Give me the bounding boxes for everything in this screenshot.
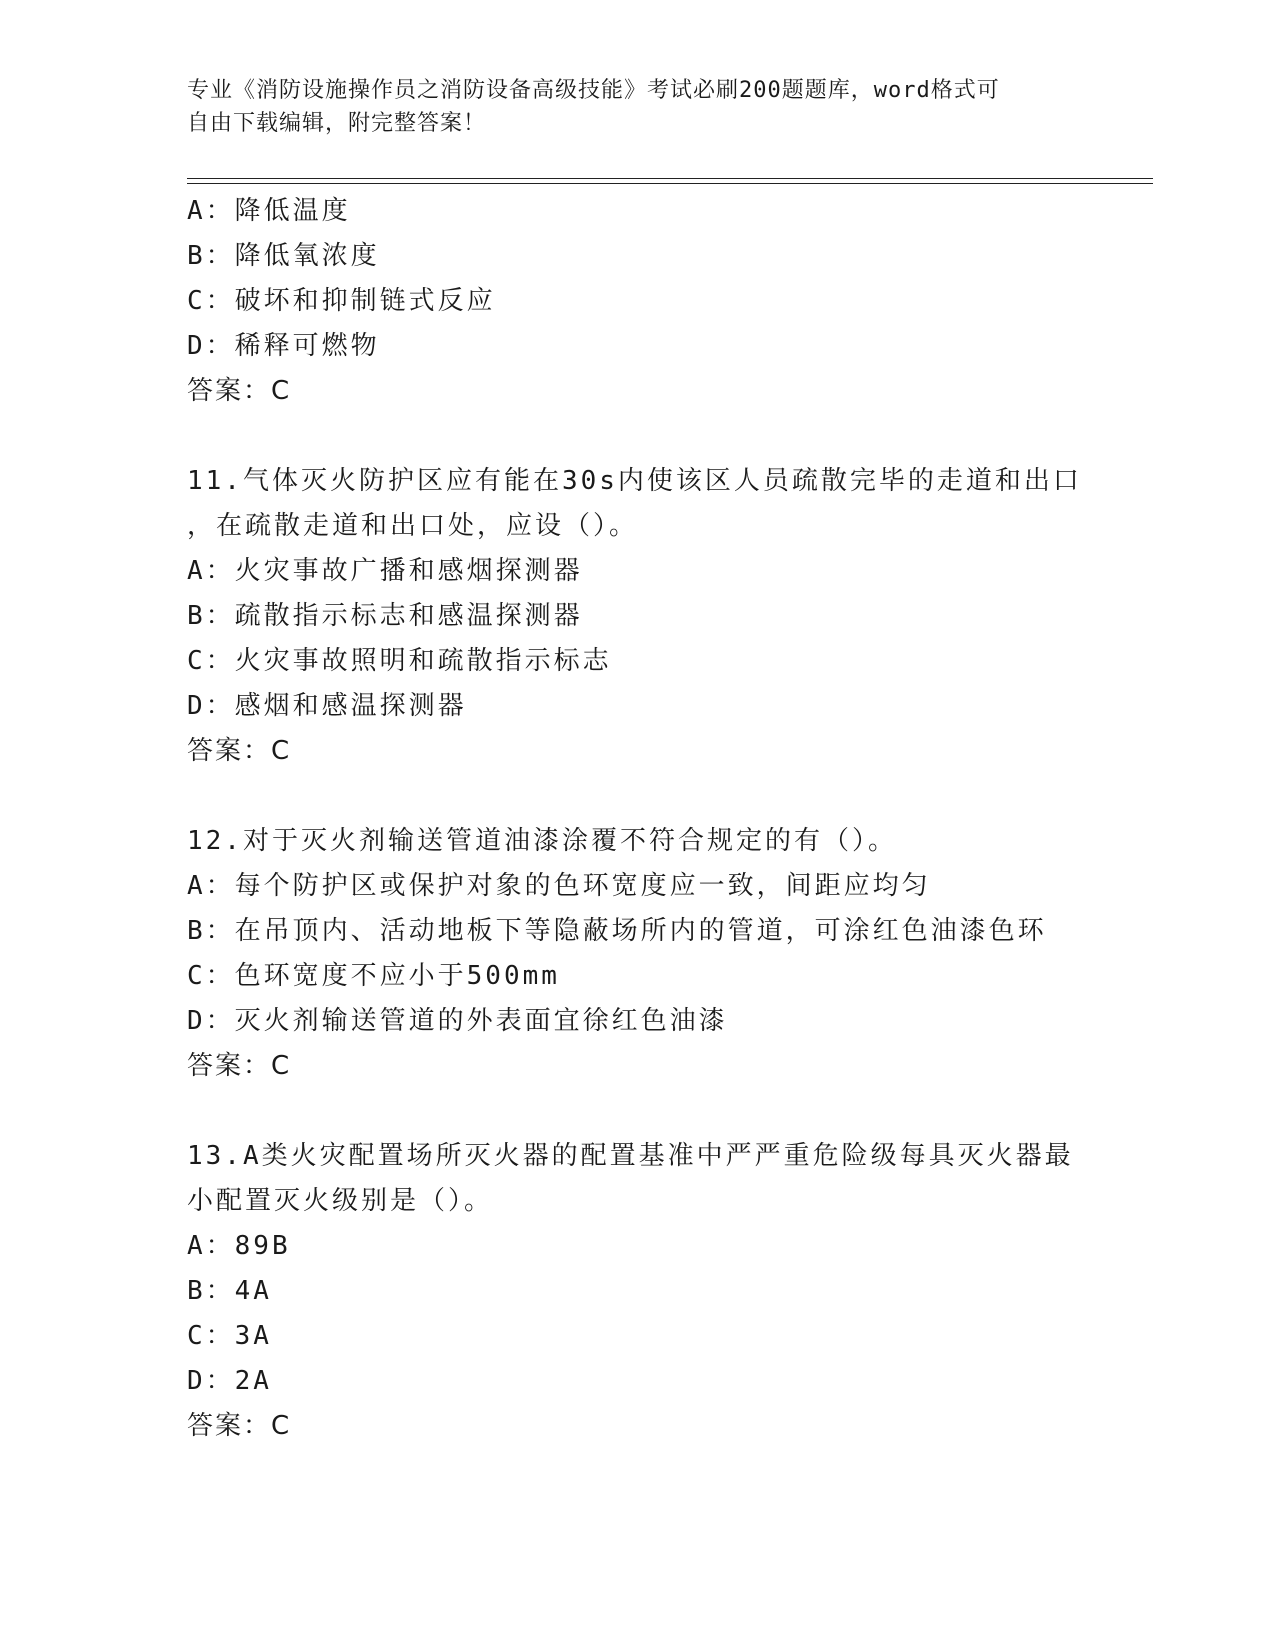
q13-stem-line-1: 13.A类火灾配置场所灭火器的配置基准中严严重危险级每具灭火器最 xyxy=(187,1141,1074,1171)
q13-stem-line-2: 小配置灭火级别是（）。 xyxy=(187,1186,494,1216)
document-header xyxy=(187,74,1067,140)
prev-option-a: A：降低温度 xyxy=(187,196,351,226)
q11-option-d: D：感烟和感温探测器 xyxy=(187,691,467,721)
q13-option-b: B：4A xyxy=(187,1276,272,1306)
q11-option-a: A：火灾事故广播和感烟探测器 xyxy=(187,556,583,586)
header-divider-bottom xyxy=(187,183,1153,184)
q11-stem-line-2: ，在疏散走道和出口处，应设（）。 xyxy=(187,511,639,541)
q13-option-d: D：2A xyxy=(187,1366,272,1396)
q12-option-b: B：在吊顶内、活动地板下等隐蔽场所内的管道，可涂红色油漆色环 xyxy=(187,916,1047,946)
header-divider-top xyxy=(187,178,1153,179)
header-line-1: 专业《消防设施操作员之消防设备高级技能》考试必刷200题题库，word格式可 xyxy=(187,78,1000,103)
q11-option-c: C：火灾事故照明和疏散指示标志 xyxy=(187,646,612,676)
q13-answer: 答案：C xyxy=(187,1411,292,1441)
prev-option-c: C：破坏和抑制链式反应 xyxy=(187,286,496,316)
q12-option-d: D：灭火剂输送管道的外表面宜徐红色油漆 xyxy=(187,1006,728,1036)
q12-option-c: C：色环宽度不应小于500mm xyxy=(187,961,560,991)
q12-answer: 答案：C xyxy=(187,1051,292,1081)
q12-stem-line-1: 12.对于灭火剂输送管道油漆涂覆不符合规定的有（）。 xyxy=(187,826,897,856)
q11-answer: 答案：C xyxy=(187,736,292,766)
q11-option-b: B：疏散指示标志和感温探测器 xyxy=(187,601,583,631)
header-line-2: 自由下载编辑，附完整答案！ xyxy=(187,111,487,136)
q11-stem-line-1: 11.气体灭火防护区应有能在30s内使该区人员疏散完毕的走道和出口 xyxy=(187,466,1082,496)
prev-option-d: D：稀释可燃物 xyxy=(187,331,380,361)
prev-option-b: B：降低氧浓度 xyxy=(187,241,380,271)
q12-option-a: A：每个防护区或保护对象的色环宽度应一致，间距应均匀 xyxy=(187,871,931,901)
q13-option-c: C：3A xyxy=(187,1321,272,1351)
q13-option-a: A：89B xyxy=(187,1231,291,1261)
prev-answer: 答案：C xyxy=(187,376,292,406)
